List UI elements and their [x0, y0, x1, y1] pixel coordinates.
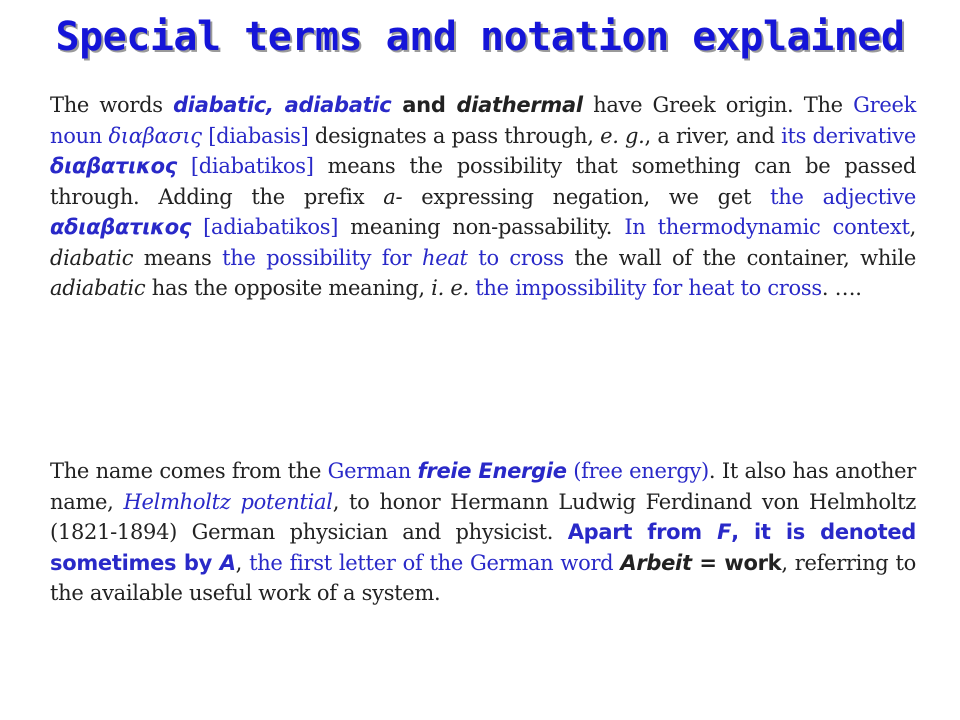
symbol-A: A: [219, 550, 236, 575]
abbrev-ie: i. e.: [431, 276, 469, 300]
text-span: designates a pass through,: [308, 123, 601, 148]
text-span: . It also has another name,: [50, 459, 916, 514]
highlight-span: (free energy): [566, 459, 709, 483]
highlight-span: the first letter of the German word: [249, 550, 621, 575]
highlight-span: to cross: [467, 245, 564, 270]
abbrev-eg: e. g.: [600, 123, 645, 148]
text-span: , referring to the available useful work of a system.: [50, 550, 916, 605]
highlight-span: , it is denoted sometimes by: [50, 520, 916, 575]
term-diabatic-adiabatic: diabatic, adiabatic: [173, 93, 392, 117]
text-span: ,: [235, 550, 250, 575]
highlight-span: the possibility for: [222, 245, 422, 270]
prefix-a: a-: [383, 184, 403, 209]
text-span: means: [133, 245, 223, 270]
highlight-span: the impossibility for heat to cross: [475, 276, 822, 300]
text-span: The words: [50, 93, 174, 117]
greek-word-diabatikos: διαβατικος: [50, 154, 177, 178]
text-span: . ….: [821, 276, 862, 300]
highlight-span: In thermodynamic context: [624, 215, 910, 239]
greek-word-diabasis: διαβασις: [108, 123, 202, 148]
text-span: ,: [909, 215, 917, 239]
transliteration-adiabatikos: [adiabatikos]: [191, 215, 339, 239]
text-span: have Greek origin. The: [582, 93, 854, 117]
transliteration-diabatikos: [diabatikos]: [176, 154, 314, 178]
text-span: the wall of the container, while: [563, 245, 917, 270]
text-span: The name comes from the: [50, 459, 328, 483]
text-span: has the opposite meaning,: [145, 276, 432, 300]
greek-word-adiabatikos: αδιαβατικος: [50, 215, 192, 239]
text-span: means the possibility that something can be passed through. Adding the prefix: [50, 154, 916, 209]
highlight-span: German: [327, 459, 418, 483]
text-span: expressing negation, we get: [402, 184, 771, 209]
text-span: and: [391, 93, 457, 117]
term-heat: heat: [421, 245, 468, 270]
text-span: , to honor Hermann Ludwig Ferdinand von Helmholtz (1821-1894) German physician and physicist.: [50, 489, 917, 544]
text-span: , a river, and: [644, 123, 782, 148]
highlight-span: the adjective: [770, 184, 916, 209]
slide-title: Special terms and notation explained: [55, 14, 905, 60]
term-equals-work: = work: [691, 550, 782, 575]
highlight-span: Apart from: [567, 520, 718, 544]
term-diathermal: diathermal: [456, 93, 583, 117]
paragraph-free-energy: [50, 456, 916, 609]
term-freie-energie: freie Energie: [417, 459, 567, 483]
paragraph-etymology: [50, 90, 916, 304]
term-adiabatic: adiabatic: [50, 276, 146, 300]
highlight-span: Greek noun: [50, 93, 917, 148]
symbol-F: F: [717, 520, 732, 544]
term-diabatic: diabatic: [50, 245, 134, 270]
highlight-span: its derivative: [781, 123, 916, 148]
transliteration-diabasis: [diabasis]: [201, 123, 309, 148]
text-span: meaning non-passability.: [338, 215, 625, 239]
term-arbeit: Arbeit: [620, 550, 692, 575]
term-helmholtz-potential: Helmholtz potential: [123, 489, 333, 514]
